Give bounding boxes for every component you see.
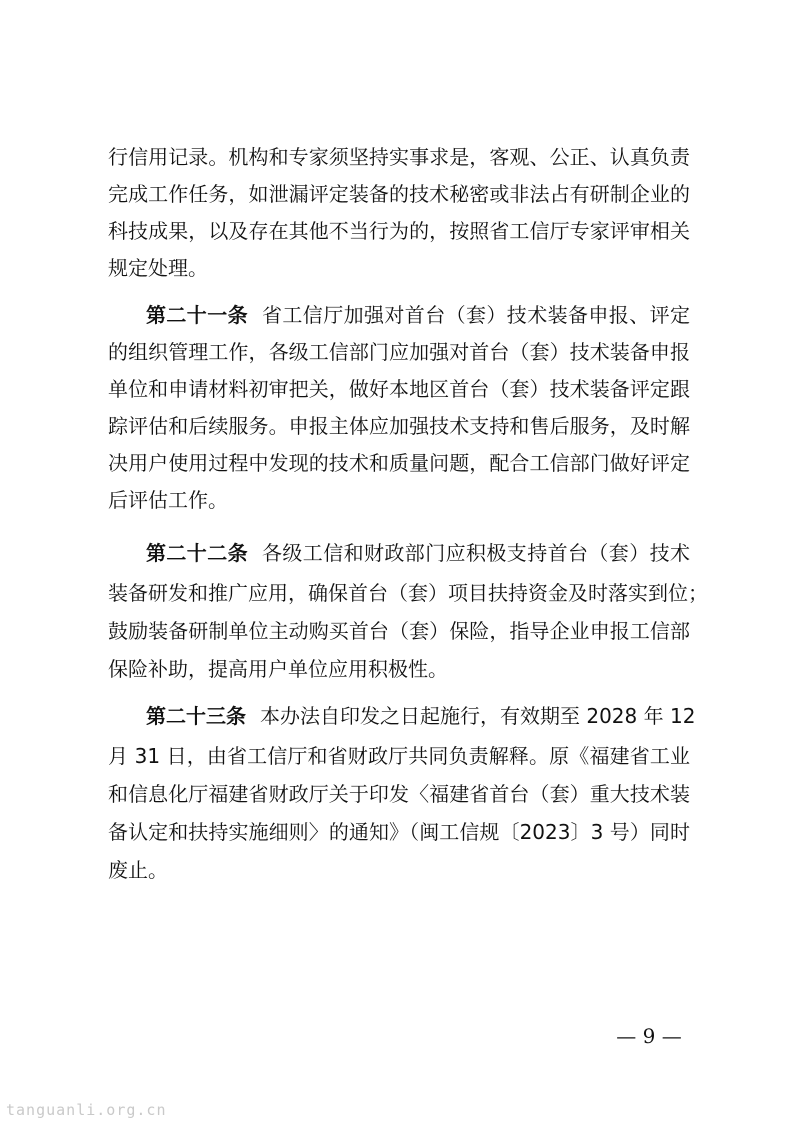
article-22-line: 保险补助，提高用户单位应用积极性。 xyxy=(108,657,448,681)
article-21-number: 第二十一条 xyxy=(146,303,248,327)
paragraph-line: 完成工作任务，如泄漏评定装备的技术秘密或非法占有研制企业的 xyxy=(108,182,690,206)
paragraph-line: 科技成果，以及存在其他不当行为的，按照省工信厅专家评审相关 xyxy=(108,219,690,243)
paragraph-line: 行信用记录。机构和专家须坚持实事求是，客观、公正、认真负责 xyxy=(108,145,690,169)
article-22-text: 各级工信和财政部门应积极支持首台（套）技术 xyxy=(262,541,690,565)
article-21-text: 省工信厅加强对首台（套）技术装备申报、评定 xyxy=(262,303,690,327)
article-21-line: 单位和申请材料初审把关，做好本地区首台（套）技术装备评定跟 xyxy=(108,377,690,401)
article-23-line: 月 31 日，由省工信厅和省财政厅共同负责解释。原《福建省工业 xyxy=(108,744,690,768)
article-23-number: 第二十三条 xyxy=(146,704,246,728)
article-22-number: 第二十二条 xyxy=(146,541,248,565)
article-23-line: 废止。 xyxy=(108,858,168,882)
article-22-line: 装备研发和推广应用，确保首台（套）项目扶持资金及时落实到位； xyxy=(108,581,708,605)
article-21-line: 的组织管理工作，各级工信部门应加强对首台（套）技术装备申报 xyxy=(108,340,690,364)
page-number: — 9 — xyxy=(616,1024,682,1048)
paragraph-line: 规定处理。 xyxy=(108,256,208,280)
article-21-first-line xyxy=(146,297,690,333)
article-22-first-line xyxy=(146,535,690,571)
article-23-text: 本办法自印发之日起施行，有效期至 2028 年 12 xyxy=(260,704,696,728)
article-23-first-line xyxy=(146,698,696,734)
article-23-line: 和信息化厅福建省财政厅关于印发〈福建省首台（套）重大技术装 xyxy=(108,782,690,806)
article-21-line: 踪评估和后续服务。申报主体应加强技术支持和售后服务，及时解 xyxy=(108,414,690,438)
article-22-line: 鼓励装备研制单位主动购买首台（套）保险，指导企业申报工信部 xyxy=(108,619,690,643)
article-21-line: 决用户使用过程中发现的技术和质量问题，配合工信部门做好评定 xyxy=(108,451,690,475)
watermark-text: tanguanli.org.cn xyxy=(6,1101,167,1119)
article-23-line: 备认定和扶持实施细则〉的通知》（闽工信规〔2023〕3 号）同时 xyxy=(108,820,690,844)
article-21-line: 后评估工作。 xyxy=(108,488,228,512)
